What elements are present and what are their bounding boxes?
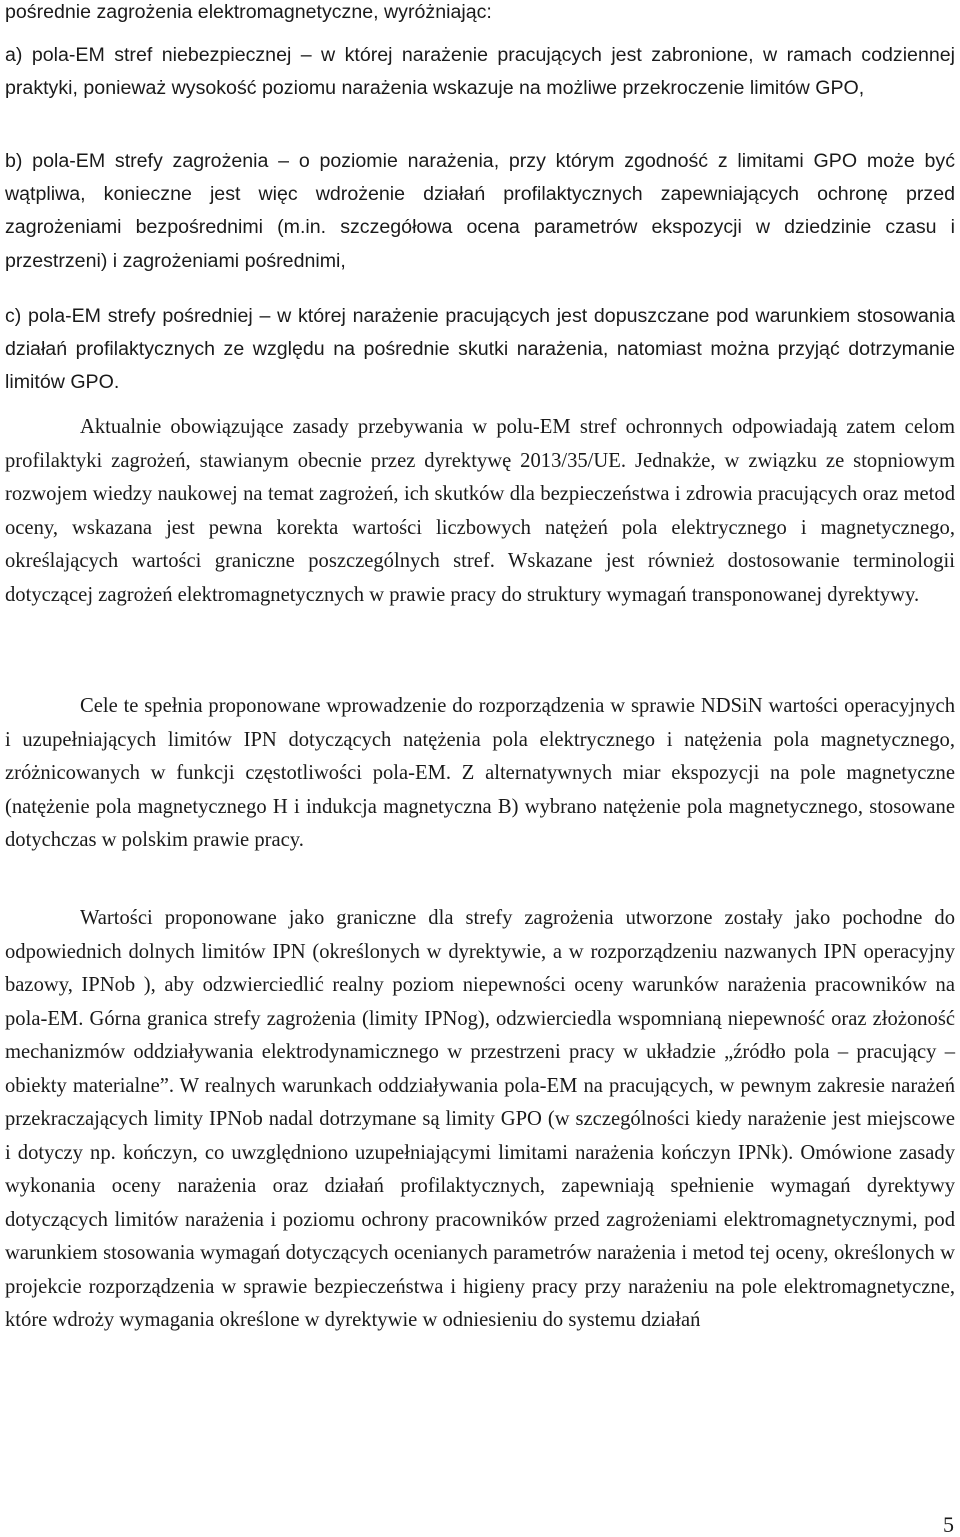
list-item-c: c) pola-EM strefy pośredniej – w której narażenie pracujących jest dopuszczane pod warunkiem stosowania działań profilaktycznych ze względu na pośrednie skutki narażenia, natomiast można przyjąć dotrzymanie limitów GPO. (5, 305, 955, 394)
intro-fragment: pośrednie zagrożenia elektromagnetyczne, wyróżniając: (5, 1, 492, 23)
paragraph-goals: Cele te spełnia proponowane wprowadzenie do rozporządzenia w sprawie NDSiN wartości operacyjnych i uzupełniających limitów IPN dotyczących natężenia pola elektrycznego i natężenia pola magnetycznego, zróżnicowanych w funkcji częstotliwości pola-EM. Z alternatywnych miar ekspozycji na pole magnetyczne (natężenie pola magnetycznego H i indukcja magnetyczna B) wybrano natężenie pola magnetycznego, stosowane dotychczas w polskim prawie pracy. (5, 695, 955, 851)
list-item-b: b) pola-EM strefy zagrożenia – o poziomie narażenia, przy którym zgodność z limitami GPO może być wątpliwa, konieczne jest więc wdrożenie działań profilaktycznych zapewniających ochronę przed zagrożeniami bezpośrednimi (m.in. szczegółowa ocena parametrów ekspozycji w dziedzinie czasu i przestrzeni) i zagrożeniami pośrednimi, (5, 150, 955, 272)
paragraph-current-rules: Aktualnie obowiązujące zasady przebywania w polu-EM stref ochronnych odpowiadają zatem celom profilaktyki zagrożeń, stawianym obecnie przez dyrektywę 2013/35/UE. Jednakże, w związku ze stopniowym rozwojem wiedzy naukowej na temat zagrożeń, ich skutków dla bezpieczeństwa i zdrowia pracujących oraz metod oceny, wskazana jest pewna korekta wartości liczbowych natężeń pola elektrycznego i magnetycznego, określających wartości graniczne poszczególnych stref. Wskazane jest również dostosowanie terminologii dotyczącej zagrożeń elektromagnetycznych w prawie pracy do struktury wymagań transponowanej dyrektywy. (5, 416, 955, 606)
page-number: 5 (943, 1512, 954, 1537)
list-item-a: a) pola-EM stref niebezpiecznej – w której narażenie pracujących jest zabronione, w ramach codziennej praktyki, ponieważ wysokość poziomu narażenia wskazuje na możliwe przekroczenie limitów GPO, (5, 44, 955, 100)
paragraph-limit-values: Wartości proponowane jako graniczne dla strefy zagrożenia utworzone zostały jako pochodne do odpowiednich dolnych limitów IPN (określonych w dyrektywie, a w rozporządzeniu nazwanych IPN operacyjny bazowy, IPNob ), aby odzwierciedlić realny poziom niepewności oceny warunków narażenia pracowników na pola-EM. Górna granica strefy zagrożenia (limity IPNog), odzwierciedla wspomnianą niepewność oraz złożoność mechanizmów oddziaływania elektrodynamicznego w przestrzeni pracy w układzie „źródło pola – pracujący – obiekty materialne”. W realnych warunkach oddziaływania pola-EM na pracujących, w pewnym zakresie narażeń przekraczających limity IPNob nadal dotrzymane są limity GPO (w szczególności kiedy narażenie jest miejscowe i dotyczy np. kończyn, co uwzględniono uzupełniającymi limitami narażenia kończyn IPNk). Omówione zasady wykonania oceny narażenia oraz działań profilaktycznych, zapewniają spełnienie wymagań dyrektywy dotyczących limitów narażenia i poziomu ochrony pracowników przed zagrożeniami elektromagnetycznymi, pod warunkiem stosowania wymagań dotyczących ocenianych parametrów narażenia i metod tej oceny, określonych w projekcie rozporządzenia w sprawie bezpieczeństwa i higieny pracy przy narażeniu na pole elektromagnetyczne, które wdroży wymagania określone w dyrektywie w odniesieniu do systemu działań (5, 907, 955, 1331)
